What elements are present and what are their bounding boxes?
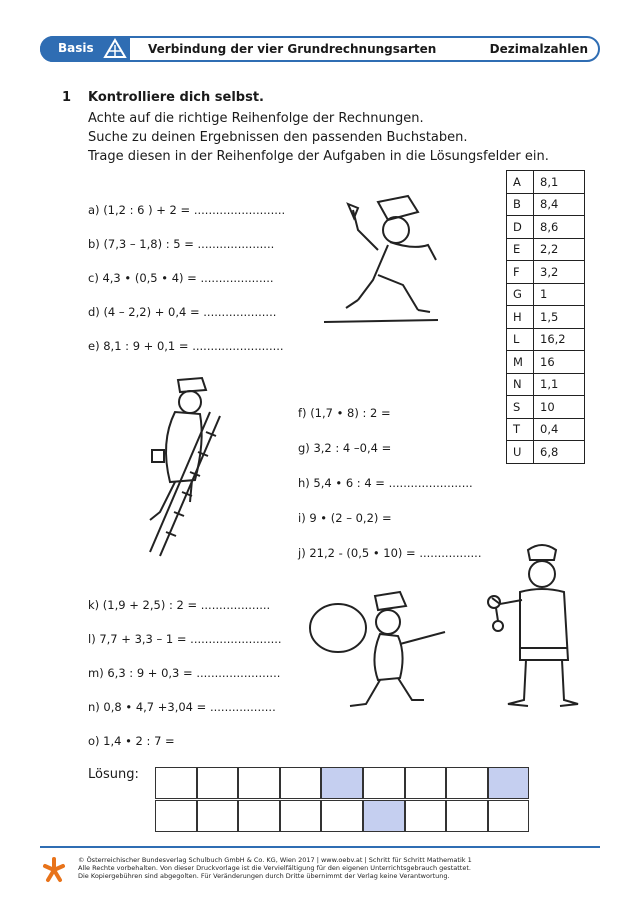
footer-divider [40, 846, 600, 848]
key-value: 8,4 [534, 193, 585, 216]
footer-line: Die Kopiergebühren sind abgegolten. Für Veränderungen durch Dritte übernimmt der Verlag keine Verantwortung. [78, 872, 450, 880]
task-title: Kontrolliere dich selbst. [88, 90, 264, 105]
key-letter: G [507, 283, 534, 306]
solution-separator-cell [488, 767, 530, 799]
exercise-k: k) (1,9 + 2,5) : 2 = ................... [88, 598, 271, 612]
exercise-h: h) 5,4 • 6 : 4 = ....................... [298, 476, 473, 490]
key-row [507, 216, 585, 239]
solution-cell[interactable] [197, 800, 239, 832]
solution-cell[interactable] [488, 800, 530, 832]
exercise-b: b) (7,3 – 1,8) : 5 = ..................... [88, 237, 275, 251]
footer-line: © Österreichischer Bundesverlag Schulbuch GmbH & Co. KG, Wien 2017 | www.oebv.at | Schritt für Schritt Mathematik 1 [78, 856, 472, 864]
instruction-line: Trage diesen in der Reihenfolge der Aufgaben in die Lösungsfelder ein. [88, 149, 549, 164]
exercise-e: e) 8,1 : 9 + 0,1 = ......................... [88, 339, 284, 353]
solution-cell[interactable] [155, 800, 197, 832]
key-letter: B [507, 193, 534, 216]
key-value: 3,2 [534, 261, 585, 284]
key-value: 8,1 [534, 171, 585, 194]
key-row [507, 328, 585, 351]
key-row [507, 373, 585, 396]
key-row [507, 238, 585, 261]
solution-cell[interactable] [446, 800, 488, 832]
key-letter: T [507, 418, 534, 441]
exercise-o: o) 1,4 • 2 : 7 = [88, 734, 175, 748]
copyright-notice [78, 856, 472, 880]
key-value: 1,1 [534, 373, 585, 396]
key-letter: M [507, 351, 534, 374]
level-badge-label: Basis [58, 41, 94, 55]
key-letter: A [507, 171, 534, 194]
exercise-i: i) 9 • (2 – 0,2) = [298, 511, 392, 525]
footer-line: Alle Rechte vorbehalten. Von dieser Druckvorlage ist die Vervielfältigung für den eigenen Unterrichtsgebrauch gestattet. [78, 864, 471, 872]
key-row [507, 418, 585, 441]
exercise-d: d) (4 – 2,2) + 0,4 = .................... [88, 305, 277, 319]
key-value: 2,2 [534, 238, 585, 261]
solution-separator-cell [321, 767, 363, 799]
solution-cell[interactable] [363, 767, 405, 799]
solution-cell[interactable] [405, 767, 447, 799]
solution-cell[interactable] [446, 767, 488, 799]
triangle-logo-icon [103, 38, 127, 60]
solution-separator-cell [363, 800, 405, 832]
exercise-l: l) 7,7 + 3,3 – 1 = ......................... [88, 632, 282, 646]
key-row [507, 351, 585, 374]
key-row [507, 261, 585, 284]
letter-key-table [506, 170, 585, 464]
solution-cell[interactable] [155, 767, 197, 799]
key-row [507, 171, 585, 194]
police-officer-illustration [480, 540, 580, 715]
publisher-star-icon [42, 856, 66, 884]
worksheet-topic: Dezimalzahlen [489, 42, 588, 56]
solution-cell[interactable] [238, 800, 280, 832]
key-letter: L [507, 328, 534, 351]
key-value: 16,2 [534, 328, 585, 351]
solution-cell[interactable] [197, 767, 239, 799]
key-row [507, 441, 585, 464]
solution-cell[interactable] [280, 800, 322, 832]
exercise-n: n) 0,8 • 4,7 +3,04 = .................. [88, 700, 276, 714]
key-letter: U [507, 441, 534, 464]
key-row [507, 283, 585, 306]
exercise-j: j) 21,2 - (0,5 • 10) = ................. [298, 546, 482, 560]
key-row [507, 193, 585, 216]
running-thief-illustration [318, 190, 448, 330]
key-letter: S [507, 396, 534, 419]
key-value: 10 [534, 396, 585, 419]
key-letter: H [507, 306, 534, 329]
solution-cell[interactable] [238, 767, 280, 799]
exercise-a: a) (1,2 : 6 ) + 2 = ......................... [88, 203, 286, 217]
key-value: 6,8 [534, 441, 585, 464]
key-value: 8,6 [534, 216, 585, 239]
solution-cell[interactable] [321, 800, 363, 832]
key-value: 16 [534, 351, 585, 374]
key-value: 0,4 [534, 418, 585, 441]
instruction-line: Suche zu deinen Ergebnissen den passenden Buchstaben. [88, 130, 468, 145]
key-letter: D [507, 216, 534, 239]
task-number: 1 [62, 90, 72, 105]
solution-cell[interactable] [405, 800, 447, 832]
key-value: 1,5 [534, 306, 585, 329]
thief-with-sack-illustration [300, 588, 450, 718]
solution-label: Lösung: [88, 767, 139, 782]
key-letter: N [507, 373, 534, 396]
key-row [507, 396, 585, 419]
exercise-c: c) 4,3 • (0,5 • 4) = .................... [88, 271, 274, 285]
worksheet-title: Verbindung der vier Grundrechnungsarten [148, 42, 437, 56]
exercise-f: f) (1,7 • 8) : 2 = [298, 406, 391, 420]
ladder-thief-illustration [120, 372, 230, 562]
solution-cell[interactable] [280, 767, 322, 799]
instruction-line: Achte auf die richtige Reihenfolge der Rechnungen. [88, 111, 424, 126]
key-letter: E [507, 238, 534, 261]
key-value: 1 [534, 283, 585, 306]
key-row [507, 306, 585, 329]
exercise-m: m) 6,3 : 9 + 0,3 = ....................... [88, 666, 281, 680]
key-letter: F [507, 261, 534, 284]
exercise-g: g) 3,2 : 4 –0,4 = [298, 441, 392, 455]
